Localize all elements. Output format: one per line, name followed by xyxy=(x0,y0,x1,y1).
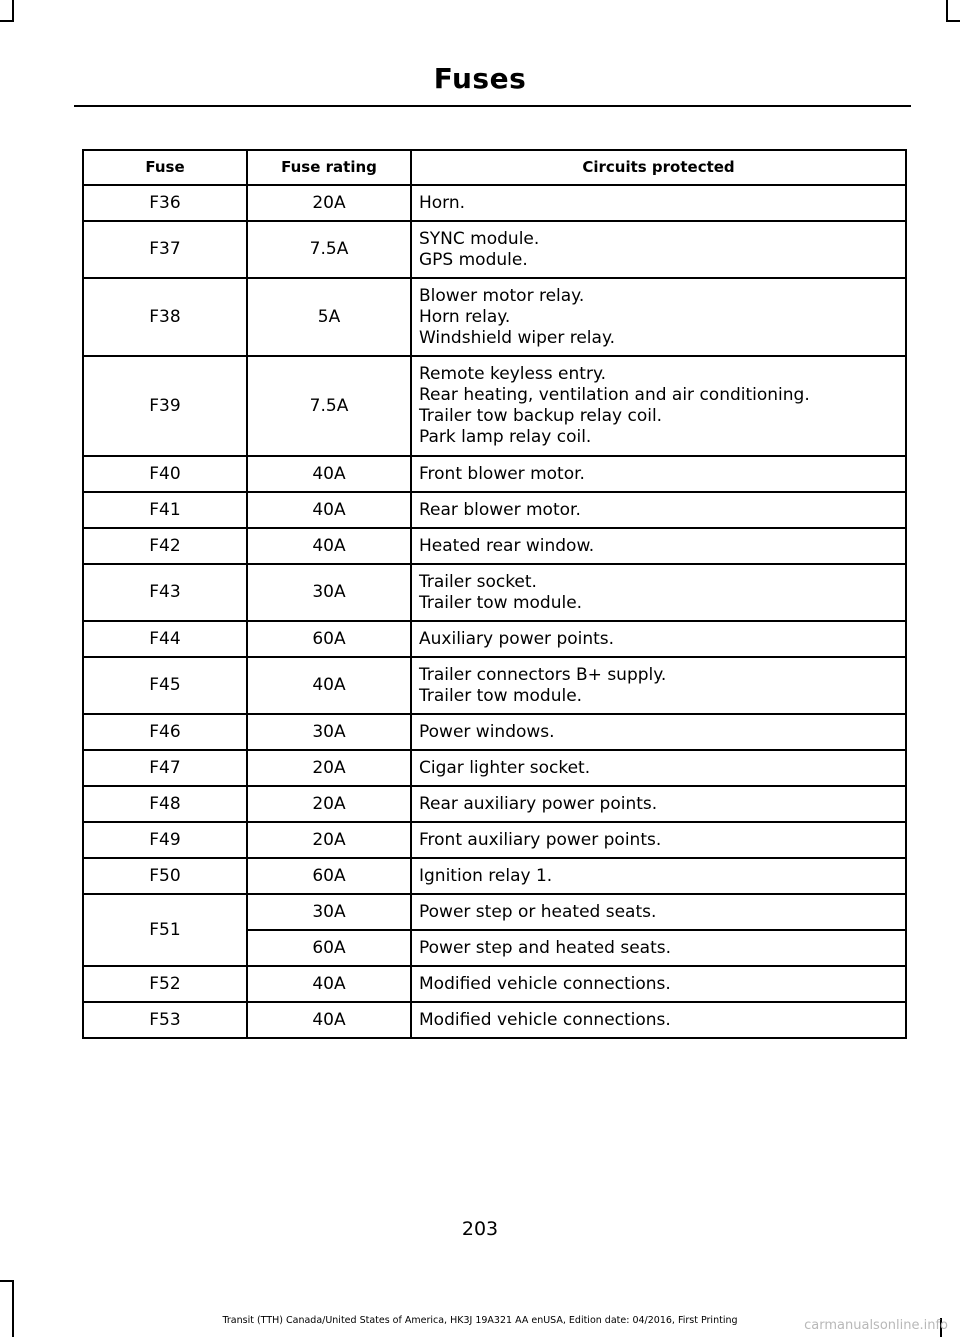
circuits-protected-cell xyxy=(411,930,906,966)
table-row xyxy=(83,657,906,714)
fuse-rating-cell: 40A xyxy=(247,492,411,528)
circuit-line: Park lamp relay coil. xyxy=(419,427,592,447)
table-row xyxy=(83,528,906,564)
circuits-protected-cell xyxy=(411,714,906,750)
circuits-protected-cell xyxy=(411,786,906,822)
circuit-line: Power step and heated seats. xyxy=(419,937,671,958)
fuse-rating-cell: 40A xyxy=(247,657,411,714)
circuit-line: Front auxiliary power points. xyxy=(419,829,662,850)
circuits-protected-cell xyxy=(411,894,906,930)
circuit-line: Modified vehicle connections. xyxy=(419,973,671,994)
circuit-line: Modified vehicle connections. xyxy=(419,1009,671,1030)
fuse-rating-cell: 30A xyxy=(247,714,411,750)
circuits-protected-cell xyxy=(411,822,906,858)
table-row xyxy=(83,492,906,528)
crop-mark-top-right xyxy=(946,20,960,22)
circuit-line: Rear blower motor. xyxy=(419,499,581,520)
table-row xyxy=(83,621,906,657)
circuit-line: Horn relay. xyxy=(419,306,511,327)
fuse-number-cell: F42 xyxy=(83,528,247,564)
fuse-rating-cell: 30A xyxy=(247,564,411,621)
fuse-rating-cell: 40A xyxy=(247,456,411,492)
fuse-number-cell: F44 xyxy=(83,621,247,657)
table-header-row xyxy=(83,150,906,185)
circuit-line: Remote keyless entry. xyxy=(419,364,606,384)
fuse-number-cell: F45 xyxy=(83,657,247,714)
table-row xyxy=(83,714,906,750)
fuse-number-cell: F39 xyxy=(83,356,247,456)
fuse-number-cell: F47 xyxy=(83,750,247,786)
fuse-table xyxy=(82,149,907,1039)
circuit-line: Front blower motor. xyxy=(419,463,585,484)
circuit-line: Trailer tow backup relay coil. xyxy=(419,406,663,426)
fuse-rating-cell: 5A xyxy=(247,278,411,356)
circuit-line: Auxiliary power points. xyxy=(419,628,615,649)
fuse-number-cell: F53 xyxy=(83,1002,247,1038)
table-row xyxy=(83,1002,906,1038)
fuse-number-cell: F50 xyxy=(83,858,247,894)
footer-edition-text: Transit (TTH) Canada/United States of America, HK3J 19A321 AA enUSA, Edition date: 04/2016, First Printing xyxy=(222,1315,738,1326)
circuit-line: Trailer tow module. xyxy=(419,685,583,706)
circuit-line: Horn. xyxy=(419,192,466,213)
table-row xyxy=(83,822,906,858)
fuse-number-cell: F46 xyxy=(83,714,247,750)
fuse-number-cell: F51 xyxy=(83,894,247,966)
fuse-table-body xyxy=(83,185,906,1038)
circuit-line: Trailer socket. xyxy=(419,571,537,592)
circuits-protected-cell xyxy=(411,456,906,492)
table-row xyxy=(83,564,906,621)
crop-mark-bottom-left xyxy=(0,1280,14,1282)
fuse-rating-cell: 20A xyxy=(247,750,411,786)
circuits-protected-cell xyxy=(411,858,906,894)
circuit-line: Trailer tow module. xyxy=(419,592,583,613)
circuits-protected-cell xyxy=(411,1002,906,1038)
header-circuits-protected: Circuits protected xyxy=(411,150,906,185)
fuse-number-cell: F38 xyxy=(83,278,247,356)
fuse-rating-cell: 30A xyxy=(247,894,411,930)
fuse-rating-cell: 40A xyxy=(247,966,411,1002)
page-title: Fuses xyxy=(433,62,527,95)
circuits-protected-cell xyxy=(411,966,906,1002)
fuse-number-cell: F41 xyxy=(83,492,247,528)
table-row xyxy=(83,786,906,822)
crop-mark-top-right xyxy=(946,0,948,22)
circuits-protected-cell xyxy=(411,185,906,221)
fuse-number-cell: F43 xyxy=(83,564,247,621)
table-row xyxy=(83,858,906,894)
crop-mark-bottom-left xyxy=(12,1280,14,1337)
circuits-protected-cell xyxy=(411,528,906,564)
circuit-line: Blower motor relay. xyxy=(419,285,585,306)
fuse-rating-cell: 20A xyxy=(247,786,411,822)
fuse-rating-cell: 60A xyxy=(247,858,411,894)
table-row xyxy=(83,456,906,492)
circuits-protected-cell xyxy=(411,750,906,786)
fuse-rating-cell: 7.5A xyxy=(247,356,411,456)
circuit-line: Power windows. xyxy=(419,721,555,742)
table-row xyxy=(83,966,906,1002)
circuit-line: GPS module. xyxy=(419,249,528,270)
circuits-protected-cell xyxy=(411,356,906,456)
page-number: 203 xyxy=(461,1218,499,1240)
fuse-number-cell: F48 xyxy=(83,786,247,822)
fuse-rating-cell: 60A xyxy=(247,930,411,966)
circuit-line: Cigar lighter socket. xyxy=(419,757,591,778)
table-row xyxy=(83,221,906,278)
circuit-line: Heated rear window. xyxy=(419,535,595,556)
circuits-protected-cell xyxy=(411,221,906,278)
fuse-number-cell: F37 xyxy=(83,221,247,278)
circuits-protected-cell xyxy=(411,278,906,356)
table-row xyxy=(83,356,906,456)
table-row xyxy=(83,185,906,221)
circuits-protected-cell xyxy=(411,564,906,621)
fuse-rating-cell: 40A xyxy=(247,528,411,564)
fuse-rating-cell: 7.5A xyxy=(247,221,411,278)
circuit-line: SYNC module. xyxy=(419,228,540,249)
fuse-rating-cell: 20A xyxy=(247,822,411,858)
fuse-rating-cell: 60A xyxy=(247,621,411,657)
table-row xyxy=(83,894,906,930)
circuit-line: Trailer connectors B+ supply. xyxy=(419,664,667,685)
header-fuse: Fuse xyxy=(83,150,247,185)
circuit-line: Rear heating, ventilation and air conditioning. xyxy=(419,385,810,405)
circuits-protected-cell xyxy=(411,657,906,714)
fuse-number-cell: F40 xyxy=(83,456,247,492)
fuse-rating-cell: 40A xyxy=(247,1002,411,1038)
fuse-number-cell: F52 xyxy=(83,966,247,1002)
table-row xyxy=(83,750,906,786)
circuits-protected-cell xyxy=(411,492,906,528)
table-row xyxy=(83,278,906,356)
header-fuse-rating: Fuse rating xyxy=(247,150,411,185)
circuit-line: Windshield wiper relay. xyxy=(419,327,615,348)
circuit-line: Rear auxiliary power points. xyxy=(419,793,658,814)
crop-mark-top-left xyxy=(12,0,14,22)
fuse-number-cell: F49 xyxy=(83,822,247,858)
circuits-protected-cell xyxy=(411,621,906,657)
fuse-number-cell: F36 xyxy=(83,185,247,221)
title-divider xyxy=(74,105,911,107)
circuit-line: Power step or heated seats. xyxy=(419,901,657,922)
watermark: carmanualsonline.info xyxy=(804,1318,948,1333)
circuit-line: Ignition relay 1. xyxy=(419,865,553,886)
fuse-rating-cell: 20A xyxy=(247,185,411,221)
crop-mark-top-left xyxy=(0,20,14,22)
